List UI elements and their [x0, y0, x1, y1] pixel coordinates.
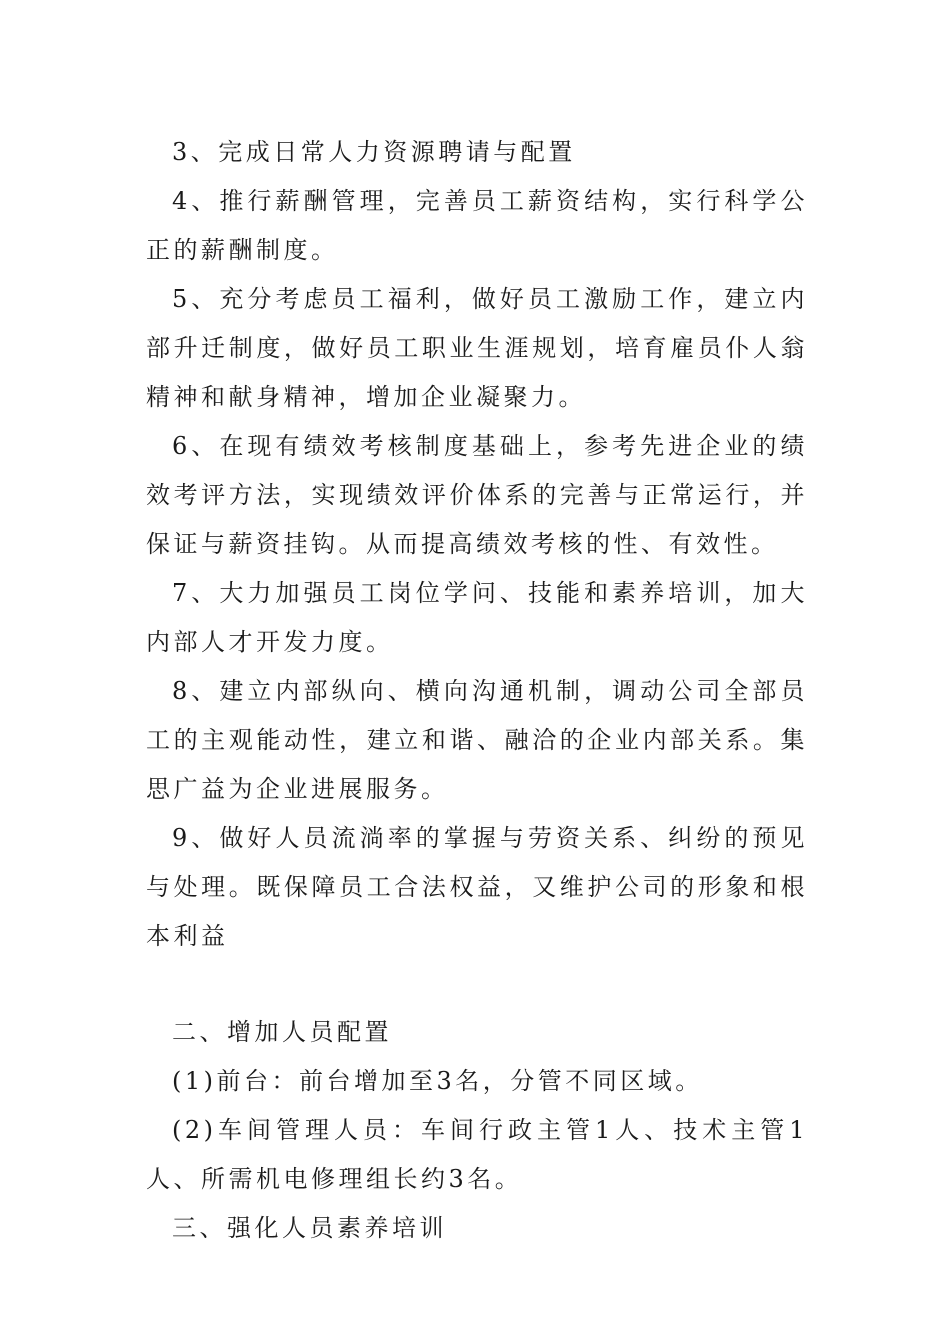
section-gap	[146, 961, 808, 1008]
paragraph-item-7: 7、大力加强员工岗位学问、技能和素养培训，加大内部人才开发力度。	[146, 579, 808, 656]
paragraph-item-9: 9、做好人员流淌率的掌握与劳资关系、纠纷的预见与处理。既保障员工合法权益，又维护公司的形象和根本利益	[146, 824, 808, 950]
paragraph-item-8: 8、建立内部纵向、横向沟通机制，调动公司全部员工的主观能动性，建立和谐、融洽的企业内部关系。集思广益为企业进展服务。	[146, 677, 808, 803]
paragraph-item-5: 5、充分考虑员工福利，做好员工激励工作，建立内部升迁制度，做好员工职业生涯规划，培育雇员仆人翁精神和献身精神，增加企业凝聚力。	[146, 285, 808, 411]
section-heading-staffing: 二、增加人员配置	[172, 1018, 392, 1046]
paragraph-item-3: 3、完成日常人力资源聘请与配置	[172, 138, 576, 166]
section-heading-training: 三、强化人员素养培训	[172, 1214, 447, 1242]
staffing-item-front-desk: (1)前台：前台增加至3名，分管不同区域。	[172, 1067, 703, 1095]
paragraph-item-6: 6、在现有绩效考核制度基础上，参考先进企业的绩效考评方法，实现绩效评价体系的完善与正常运行，并保证与薪资挂钩。从而提高绩效考核的性、有效性。	[146, 432, 808, 558]
document-page	[146, 128, 808, 1253]
staffing-item-workshop: (2)车间管理人员：车间行政主管1人、技术主管1人、所需机电修理组长约3名。	[146, 1116, 808, 1193]
paragraph-item-4: 4、推行薪酬管理，完善员工薪资结构，实行科学公正的薪酬制度。	[146, 187, 808, 264]
